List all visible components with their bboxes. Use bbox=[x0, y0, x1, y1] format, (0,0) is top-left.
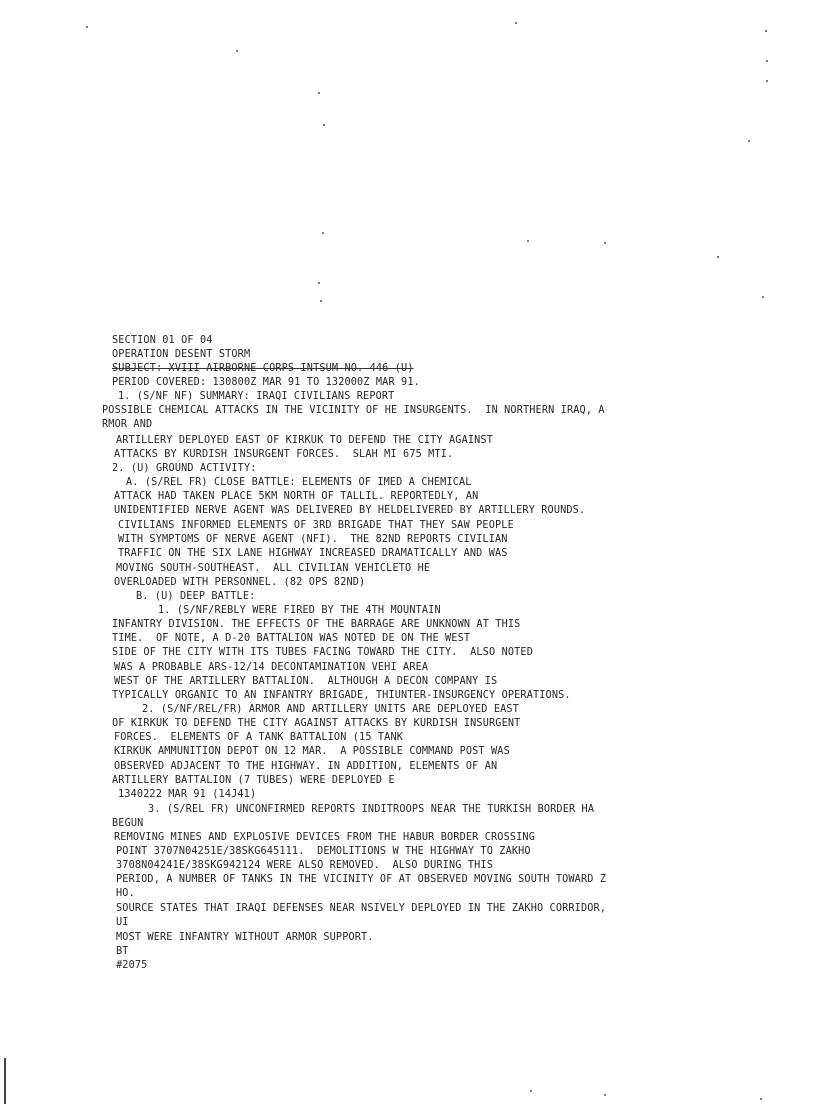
scan-speck bbox=[748, 140, 750, 142]
body-line: PERIOD, A NUMBER OF TANKS IN THE VICINITY OF AT OBSERVED MOVING SOUTH TOWARD Z bbox=[116, 874, 607, 885]
body-line: HO. bbox=[116, 888, 135, 899]
scan-speck bbox=[318, 92, 320, 94]
body-line: TYPICALLY ORGANIC TO AN INFANTRY BRIGADE, THIUNTER-INSURGENCY OPERATIONS. bbox=[112, 690, 571, 701]
scan-speck bbox=[527, 240, 529, 242]
subsection-heading: B. (U) DEEP BATTLE: bbox=[136, 591, 256, 602]
section-header: SECTION 01 OF 04 bbox=[112, 335, 213, 346]
scan-speck bbox=[515, 22, 517, 24]
body-line: 3708N04241E/38SKG942124 WERE ALSO REMOVED. ALSO DURING THIS bbox=[116, 860, 494, 871]
body-line: UNIDENTIFIED NERVE AGENT WAS DELIVERED BY HELDELIVERED BY ARTILLERY ROUNDS. bbox=[114, 505, 586, 516]
body-line: OVERLOADED WITH PERSONNEL. (82 OPS 82ND) bbox=[114, 577, 366, 588]
body-line: WAS A PROBABLE ARS-12/14 DECONTAMINATION VEHI AREA bbox=[114, 662, 429, 673]
body-line: SIDE OF THE CITY WITH ITS TUBES FACING TOWARD THE CITY. ALSO NOTED bbox=[112, 647, 533, 658]
body-line: KIRKUK AMMUNITION DEPOT ON 12 MAR. A POSSIBLE COMMAND POST WAS bbox=[114, 746, 510, 757]
scan-speck bbox=[323, 124, 325, 126]
body-line: UI bbox=[116, 917, 129, 928]
body-line: 1340222 MAR 91 (14J41) bbox=[118, 789, 257, 800]
body-line: WEST OF THE ARTILLERY BATTALION. ALTHOUGH A DECON COMPANY IS bbox=[114, 676, 498, 687]
body-line: ATTACK HAD TAKEN PLACE 5KM NORTH OF TALLIL. REPORTEDLY, AN bbox=[114, 491, 479, 502]
body-line: REMOVING MINES AND EXPLOSIVE DEVICES FROM THE HABUR BORDER CROSSING bbox=[114, 832, 535, 843]
body-line: 1. (S/NF/REBLY WERE FIRED BY THE 4TH MOUNTAIN bbox=[158, 605, 441, 616]
scan-speck bbox=[717, 256, 719, 258]
body-line: ATTACKS BY KURDISH INSURGENT FORCES. SLAH MI 675 MTI. bbox=[114, 449, 454, 460]
body-line: 2. (S/NF/REL/FR) ARMOR AND ARTILLERY UNITS ARE DEPLOYED EAST bbox=[142, 704, 520, 715]
subject-line: SUBJECT: XVIII AIRBORNE CORPS INTSUM NO. 446 (U) bbox=[112, 363, 414, 374]
scan-speck bbox=[320, 300, 322, 302]
body-line: OBSERVED ADJACENT TO THE HIGHWAY. IN ADDITION, ELEMENTS OF AN bbox=[114, 761, 498, 772]
body-line: BEGUN bbox=[112, 818, 144, 829]
scan-speck bbox=[762, 296, 764, 298]
body-line: ARTILLERY BATTALION (7 TUBES) WERE DEPLOYED E bbox=[112, 775, 395, 786]
scan-speck bbox=[530, 1090, 532, 1092]
scan-speck bbox=[318, 282, 320, 284]
scan-speck bbox=[766, 80, 768, 82]
body-line: TRAFFIC ON THE SIX LANE HIGHWAY INCREASED DRAMATICALLY AND WAS bbox=[118, 548, 508, 559]
body-line: MOST WERE INFANTRY WITHOUT ARMOR SUPPORT. bbox=[116, 932, 374, 943]
body-line: POINT 3707N04251E/38SKG645111. DEMOLITIONS W THE HIGHWAY TO ZAKHO bbox=[116, 846, 531, 857]
message-number: #2075 bbox=[116, 960, 148, 971]
scan-speck bbox=[604, 242, 606, 244]
scan-speck bbox=[604, 1094, 606, 1096]
summary-heading: 1. (S/NF NF) SUMMARY: IRAQI CIVILIANS REPORT bbox=[118, 391, 395, 402]
body-line: SOURCE STATES THAT IRAQI DEFENSES NEAR NSIVELY DEPLOYED IN THE ZAKHO CORRIDOR, bbox=[116, 903, 607, 914]
scan-speck bbox=[760, 1098, 762, 1100]
body-line: TIME. OF NOTE, A D-20 BATTALION WAS NOTED DE ON THE WEST bbox=[112, 633, 471, 644]
body-line: WITH SYMPTOMS OF NERVE AGENT (NFI). THE 82ND REPORTS CIVILIAN bbox=[118, 534, 508, 545]
body-line: ARTILLERY DEPLOYED EAST OF KIRKUK TO DEFEND THE CITY AGAINST bbox=[116, 435, 494, 446]
body-line: FORCES. ELEMENTS OF A TANK BATTALION (15 TANK bbox=[114, 732, 404, 743]
body-line: A. (S/REL FR) CLOSE BATTLE: ELEMENTS OF IMED A CHEMICAL bbox=[126, 477, 472, 488]
period-covered: PERIOD COVERED: 130800Z MAR 91 TO 132000Z MAR 91. bbox=[112, 377, 420, 388]
body-line: INFANTRY DIVISION. THE EFFECTS OF THE BARRAGE ARE UNKNOWN AT THIS bbox=[112, 619, 521, 630]
scan-speck bbox=[86, 26, 88, 28]
operation-name: OPERATION DESENT STORM bbox=[112, 349, 251, 360]
body-line: POSSIBLE CHEMICAL ATTACKS IN THE VICINITY OF HE INSURGENTS. IN NORTHERN IRAQ, A bbox=[102, 405, 605, 416]
scan-speck bbox=[765, 30, 767, 32]
scan-speck bbox=[236, 50, 238, 52]
break-marker: BT bbox=[116, 946, 129, 957]
body-line: OF KIRKUK TO DEFEND THE CITY AGAINST ATTACKS BY KURDISH INSURGENT bbox=[112, 718, 521, 729]
section-heading: 2. (U) GROUND ACTIVITY: bbox=[112, 463, 257, 474]
body-line: MOVING SOUTH-SOUTHEAST. ALL CIVILIAN VEHICLETO HE bbox=[116, 563, 431, 574]
body-line: RMOR AND bbox=[102, 419, 153, 430]
left-edge-mark bbox=[4, 1058, 6, 1104]
body-line: CIVILIANS INFORMED ELEMENTS OF 3RD BRIGADE THAT THEY SAW PEOPLE bbox=[118, 520, 514, 531]
scan-speck bbox=[766, 60, 768, 62]
body-line: 3. (S/REL FR) UNCONFIRMED REPORTS INDITROOPS NEAR THE TURKISH BORDER HA bbox=[148, 804, 595, 815]
scan-speck bbox=[322, 232, 324, 234]
